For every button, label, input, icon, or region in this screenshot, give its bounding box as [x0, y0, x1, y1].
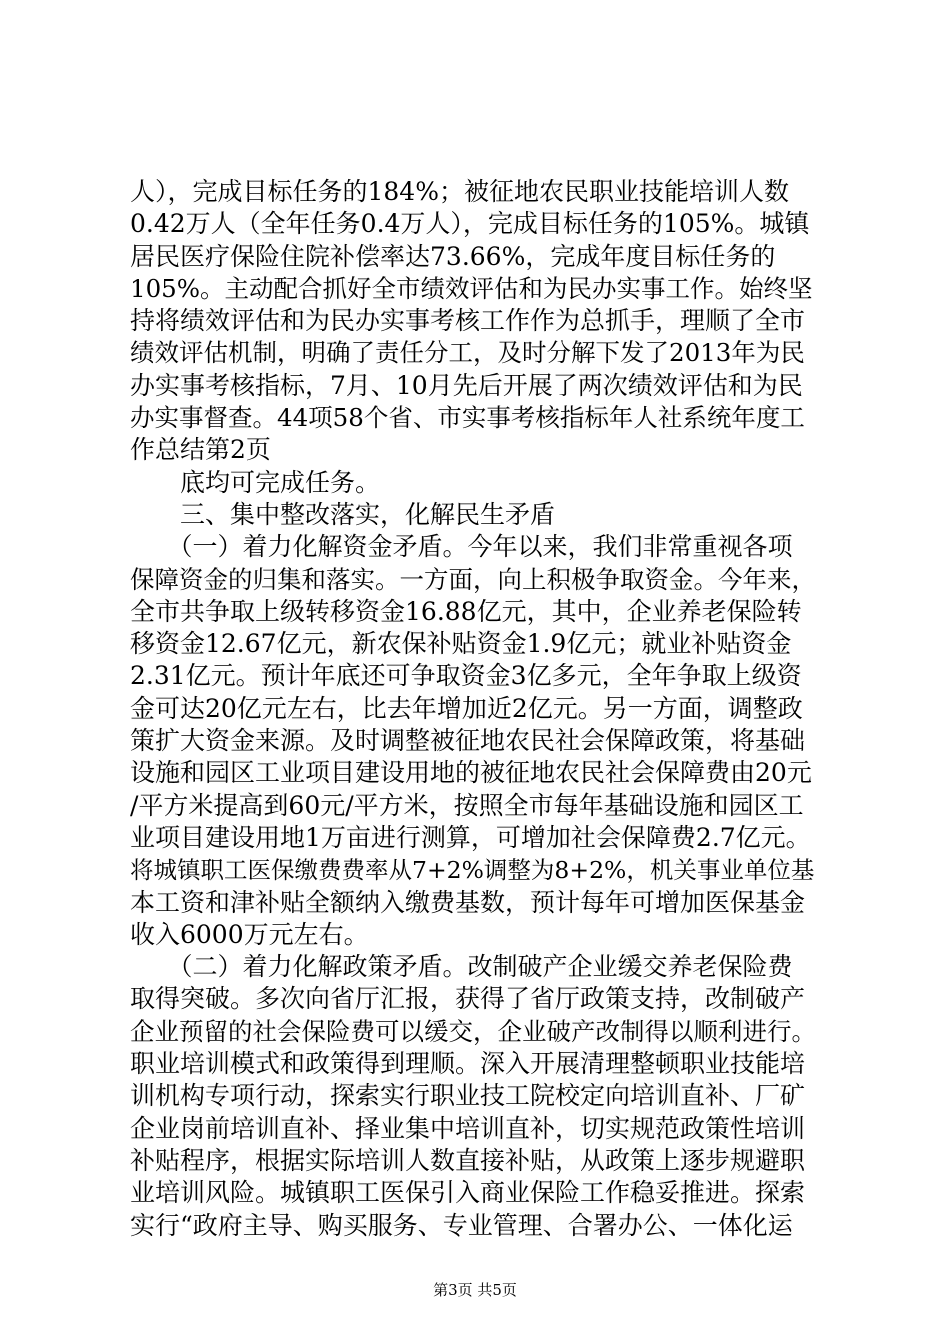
- text-line: 办实事考核指标，7月、10月先后开展了两次绩效评估和为民: [130, 370, 803, 400]
- body-text: [130, 176, 830, 1242]
- text-line: 105%。主动配合抓好全市绩效评估和为民办实事工作。始终坚: [130, 273, 813, 303]
- text-line: 策扩大资金来源。及时调整被征地农民社会保障政策，将基础: [130, 726, 806, 756]
- text-line: 人），完成目标任务的184%；被征地农民职业技能培训人数: [130, 177, 789, 206]
- text-line: 移资金12.67亿元，新农保补贴资金1.9亿元；就业补贴资金: [130, 629, 792, 659]
- text-line: 设施和园区工业项目建设用地的被征地农民社会保障费由20元: [130, 758, 812, 788]
- text-line: 2.31亿元。预计年底还可争取资金3亿多元，全年争取上级资: [130, 661, 802, 691]
- text-line: 居民医疗保险住院补偿率达73.66%，完成年度目标任务的: [130, 241, 776, 271]
- text-line: 业项目建设用地1万亩进行测算，可增加社会保障费2.7亿元。: [130, 822, 811, 852]
- text-line: 补贴程序，根据实际培训人数直接补贴，从政策上逐步规避职: [130, 1145, 806, 1175]
- text-line: /平方米提高到60元/平方米，按照全市每年基础设施和园区工: [130, 790, 804, 820]
- text-line: 绩效评估机制，明确了责任分工，及时分解下发了2013年为民: [130, 338, 805, 368]
- text-line: 0.42万人（全年任务0.4万人），完成目标任务的105%。城镇: [130, 209, 810, 239]
- text-line: 收入6000万元左右。: [130, 919, 369, 949]
- text-line: 底均可完成任务。: [130, 467, 381, 497]
- text-line: 作总结第2页: [130, 435, 271, 465]
- text-line: 职业培训模式和政策得到理顺。深入开展清理整顿职业技能培: [130, 1049, 806, 1079]
- text-line: 本工资和津补贴全额纳入缴费基数，预计每年可增加医保基金: [130, 887, 806, 917]
- text-line: 持将绩效评估和为民办实事考核工作作为总抓手，理顺了全市: [130, 306, 806, 336]
- text-line: 取得突破。多次向省厅汇报，获得了省厅政策支持，改制破产: [130, 984, 806, 1014]
- text-line: （一）着力化解资金矛盾。今年以来，我们非常重视各项: [130, 532, 793, 562]
- text-line: 将城镇职工医保缴费费率从7+2%调整为8+2%，机关事业单位基: [130, 856, 815, 885]
- text-line: 保障资金的归集和落实。一方面，向上积极争取资金。今年来，: [130, 564, 816, 594]
- text-line: 金可达20亿元左右，比去年增加近2亿元。另一方面，调整政: [130, 693, 803, 723]
- text-line: 三、集中整改落实，化解民生矛盾: [130, 499, 556, 529]
- text-line: 全市共争取上级转移资金16.88亿元，其中，企业养老保险转: [130, 596, 802, 626]
- text-line: 训机构专项行动，探索实行职业技工院校定向培训直补、厂矿: [130, 1081, 806, 1111]
- text-line: 办实事督查。44项58个省、市实事考核指标年人社系统年度工: [130, 403, 805, 433]
- page-footer: 第3页 共5页: [433, 1281, 517, 1299]
- text-line: 企业预留的社会保险费可以缓交，企业破产改制得以顺利进行。: [130, 1016, 816, 1046]
- text-line: 企业岗前培训直补、择业集中培训直补，切实规范政策性培训: [130, 1113, 806, 1143]
- text-line: （二）着力化解政策矛盾。改制破产企业缓交养老保险费: [130, 952, 793, 982]
- text-line: 业培训风险。城镇职工医保引入商业保险工作稳妥推进。探索: [130, 1178, 806, 1208]
- text-line: 实行“政府主导、购买服务、专业管理、合署办公、一体化运: [130, 1210, 793, 1240]
